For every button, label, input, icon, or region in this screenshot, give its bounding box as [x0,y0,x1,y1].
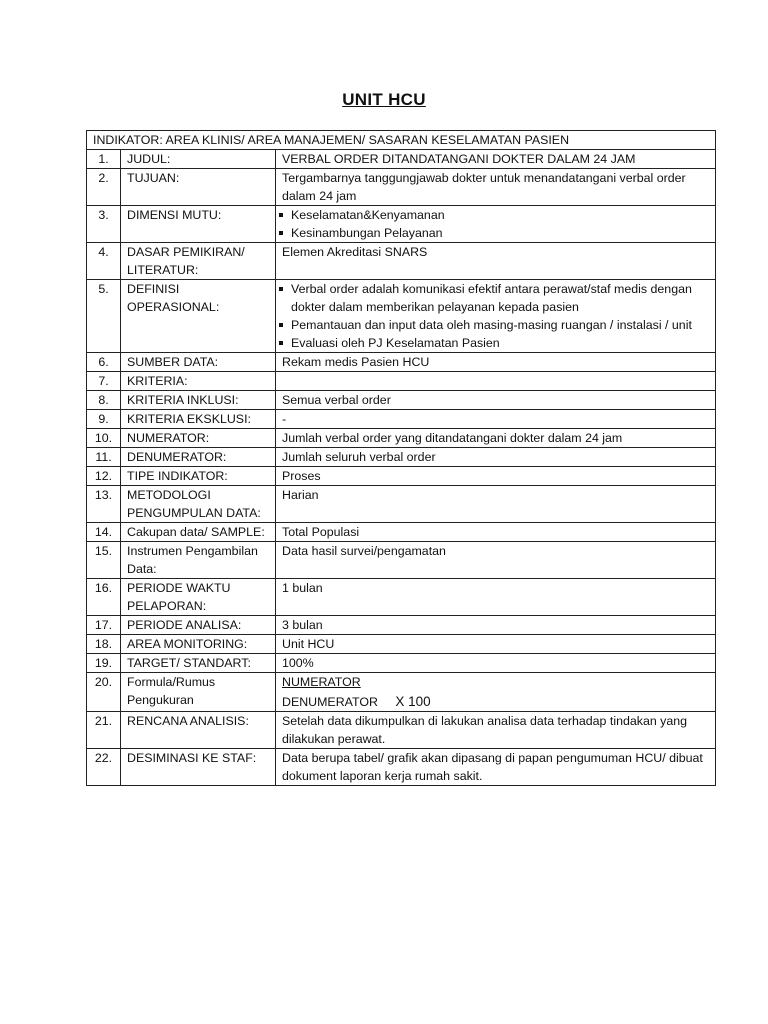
bullet-icon [279,341,283,345]
row-label: JUDUL: [121,150,276,169]
row-number: 4. [87,243,121,280]
table-row [87,542,716,579]
row-number: 6. [87,353,121,372]
bullet-item [282,224,709,242]
row-label: Cakupan data/ SAMPLE: [121,523,276,542]
bullet-icon [279,213,283,217]
row-number: 1. [87,150,121,169]
row-number: 9. [87,410,121,429]
table-header: INDIKATOR: AREA KLINIS/ AREA MANAJEMEN/ SASARAN KESELAMATAN PASIEN [87,131,716,150]
row-label: DEFINISI OPERASIONAL: [121,280,276,353]
row-number: 17. [87,616,121,635]
indicator-table [86,130,716,786]
table-row [87,372,716,391]
row-value: Data berupa tabel/ grafik akan dipasang di papan pengumuman HCU/ dibuat dokument laporan kerja rumah sakit. [276,749,716,786]
row-number: 12. [87,467,121,486]
row-label: DENUMERATOR: [121,448,276,467]
row-number: 14. [87,523,121,542]
table-row [87,410,716,429]
table-row [87,749,716,786]
row-label: PERIODE WAKTU PELAPORAN: [121,579,276,616]
bullet-icon [279,323,283,327]
table-row [87,635,716,654]
row-value: Rekam medis Pasien HCU [276,353,716,372]
table-row [87,616,716,635]
row-value: Tergambarnya tanggungjawab dokter untuk menandatangani verbal order dalam 24 jam [276,169,716,206]
row-value: Elemen Akreditasi SNARS [276,243,716,280]
row-value: Jumlah seluruh verbal order [276,448,716,467]
row-value [276,206,716,243]
row-value [276,280,716,353]
row-label: TIPE INDIKATOR: [121,467,276,486]
table-row [87,429,716,448]
table-header-row [87,131,716,150]
row-label: KRITERIA EKSKLUSI: [121,410,276,429]
row-label: Formula/Rumus Pengukuran [121,673,276,712]
row-label: DESIMINASI KE STAF: [121,749,276,786]
row-label: RENCANA ANALISIS: [121,712,276,749]
row-number: 20. [87,673,121,712]
table-row [87,654,716,673]
row-value: 100% [276,654,716,673]
row-value: Data hasil survei/pengamatan [276,542,716,579]
row-number: 22. [87,749,121,786]
row-number: 11. [87,448,121,467]
row-label: Instrumen Pengambilan Data: [121,542,276,579]
row-number: 7. [87,372,121,391]
bullet-text: Verbal order adalah komunikasi efektif antara perawat/staf medis dengan dokter dalam memberikan pelayanan kepada pasien [291,282,692,314]
bullet-item [282,316,709,334]
row-label: KRITERIA INKLUSI: [121,391,276,410]
row-value: Unit HCU [276,635,716,654]
bullet-text: Evaluasi oleh PJ Keselamatan Pasien [291,336,500,350]
table-row [87,579,716,616]
row-value: Semua verbal order [276,391,716,410]
row-label: SUMBER DATA: [121,353,276,372]
row-number: 18. [87,635,121,654]
formula-multiplier: X 100 [395,694,431,709]
row-label: NUMERATOR: [121,429,276,448]
row-value [276,673,716,712]
table-row [87,448,716,467]
table-row [87,712,716,749]
table-row [87,467,716,486]
row-number: 15. [87,542,121,579]
row-number: 5. [87,280,121,353]
table-row [87,206,716,243]
table-row [87,150,716,169]
table-row [87,673,716,712]
row-label: METODOLOGI PENGUMPULAN DATA: [121,486,276,523]
row-label: TUJUAN: [121,169,276,206]
formula-numerator: NUMERATOR [282,675,361,689]
table-row [87,280,716,353]
table-row [87,523,716,542]
row-value: Jumlah verbal order yang ditandatangani dokter dalam 24 jam [276,429,716,448]
row-label: DASAR PEMIKIRAN/ LITERATUR: [121,243,276,280]
row-label: TARGET/ STANDART: [121,654,276,673]
row-number: 2. [87,169,121,206]
bullet-text: Kesinambungan Pelayanan [291,226,443,240]
bullet-item [282,206,709,224]
row-value: - [276,410,716,429]
table-row [87,391,716,410]
row-number: 21. [87,712,121,749]
bullet-item [282,334,709,352]
table-row [87,486,716,523]
bullet-icon [279,287,283,291]
bullet-list [282,280,709,352]
bullet-text: Keselamatan&Kenyamanan [291,208,445,222]
row-number: 3. [87,206,121,243]
row-number: 10. [87,429,121,448]
bullet-icon [279,231,283,235]
row-number: 19. [87,654,121,673]
row-value: Setelah data dikumpulkan di lakukan analisa data terhadap tindakan yang dilakukan perawat. [276,712,716,749]
row-value: Total Populasi [276,523,716,542]
row-label: DIMENSI MUTU: [121,206,276,243]
row-value: 3 bulan [276,616,716,635]
formula-denominator: DENUMERATOR [282,695,378,709]
row-value: Proses [276,467,716,486]
row-value: VERBAL ORDER DITANDATANGANI DOKTER DALAM 24 JAM [276,150,716,169]
row-label: PERIODE ANALISA: [121,616,276,635]
row-number: 16. [87,579,121,616]
row-number: 13. [87,486,121,523]
row-value: Harian [276,486,716,523]
row-label: AREA MONITORING: [121,635,276,654]
table-row [87,169,716,206]
page-title: UNIT HCU [342,90,426,109]
row-value [276,372,716,391]
bullet-list [282,206,709,242]
bullet-text: Pemantauan dan input data oleh masing-masing ruangan / instalasi / unit [291,318,692,332]
row-value: 1 bulan [276,579,716,616]
bullet-item [282,280,709,316]
table-row [87,353,716,372]
row-number: 8. [87,391,121,410]
row-label: KRITERIA: [121,372,276,391]
table-row [87,243,716,280]
